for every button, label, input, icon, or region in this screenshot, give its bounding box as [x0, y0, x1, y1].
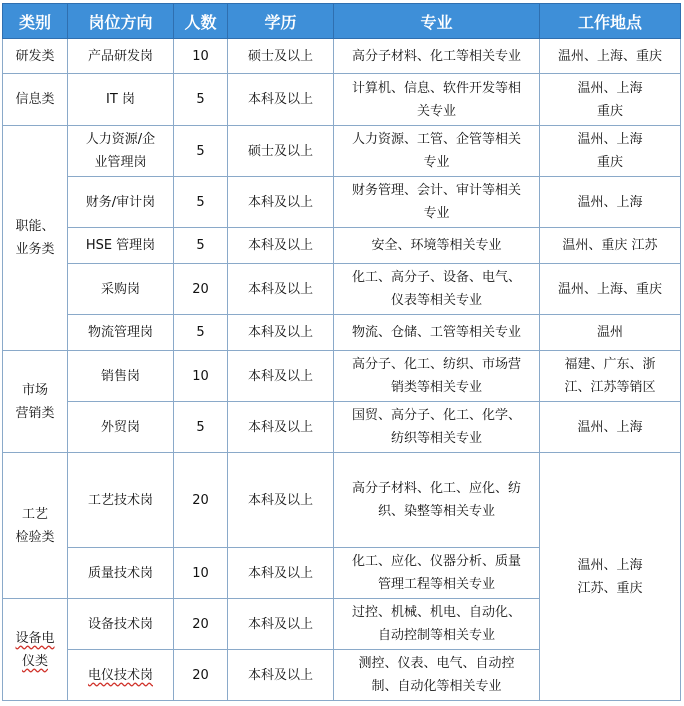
- education-cell: 硕士及以上: [228, 126, 334, 177]
- education-cell: 本科及以上: [228, 599, 334, 650]
- count-cell: 5: [174, 402, 228, 453]
- table-row: [3, 315, 681, 351]
- major-cell: 测控、仪表、电气、自动控 制、自动化等相关专业: [334, 650, 540, 701]
- position-cell: 物流管理岗: [68, 315, 174, 351]
- major-cell: 化工、高分子、设备、电气、 仪表等相关专业: [334, 264, 540, 315]
- table-row: [3, 126, 681, 177]
- education-cell: 本科及以上: [228, 177, 334, 228]
- table-row: [3, 177, 681, 228]
- location-cell: 温州、上海: [540, 402, 681, 453]
- category-cell-equip: 设备电 仪类: [3, 599, 68, 701]
- count-cell: 5: [174, 228, 228, 264]
- count-cell: 20: [174, 453, 228, 548]
- education-cell: 本科及以上: [228, 264, 334, 315]
- major-cell: 计算机、信息、软件开发等相 关专业: [334, 74, 540, 126]
- position-cell: 工艺技术岗: [68, 453, 174, 548]
- position-cell: 外贸岗: [68, 402, 174, 453]
- position-cell: 人力资源/企 业管理岗: [68, 126, 174, 177]
- location-cell: 温州、上海: [540, 177, 681, 228]
- category-cell-func: 职能、 业务类: [3, 126, 68, 351]
- major-cell: 国贸、高分子、化工、化学、 纺织等相关专业: [334, 402, 540, 453]
- position-cell: 财务/审计岗: [68, 177, 174, 228]
- major-cell: 安全、环境等相关专业: [334, 228, 540, 264]
- table-row: [3, 74, 681, 126]
- major-cell: 财务管理、会计、审计等相关 专业: [334, 177, 540, 228]
- count-cell: 10: [174, 351, 228, 402]
- location-cell: 温州、上海、重庆: [540, 39, 681, 74]
- education-cell: 本科及以上: [228, 228, 334, 264]
- category-cell-rd: 研发类: [3, 39, 68, 74]
- major-cell: 高分子材料、化工等相关专业: [334, 39, 540, 74]
- major-cell: 高分子材料、化工、应化、纺 织、染整等相关专业: [334, 453, 540, 548]
- position-cell: 质量技术岗: [68, 548, 174, 599]
- header-major: 专业: [334, 4, 540, 39]
- count-cell: 20: [174, 650, 228, 701]
- header-location: 工作地点: [540, 4, 681, 39]
- location-cell: 温州、上海、重庆: [540, 264, 681, 315]
- position-cell: 产品研发岗: [68, 39, 174, 74]
- education-cell: 本科及以上: [228, 548, 334, 599]
- position-cell: 设备技术岗: [68, 599, 174, 650]
- major-cell: 高分子、化工、纺织、市场营 销类等相关专业: [334, 351, 540, 402]
- count-cell: 20: [174, 599, 228, 650]
- major-cell: 物流、仓储、工管等相关专业: [334, 315, 540, 351]
- count-cell: 10: [174, 39, 228, 74]
- education-cell: 本科及以上: [228, 74, 334, 126]
- position-cell: 采购岗: [68, 264, 174, 315]
- location-cell: 温州: [540, 315, 681, 351]
- recruitment-table: [2, 3, 681, 701]
- header-count: 人数: [174, 4, 228, 39]
- location-cell-merged: 温州、上海 江苏、重庆: [540, 453, 681, 701]
- education-cell: 本科及以上: [228, 351, 334, 402]
- education-cell: 本科及以上: [228, 650, 334, 701]
- education-cell: 硕士及以上: [228, 39, 334, 74]
- education-cell: 本科及以上: [228, 453, 334, 548]
- count-cell: 5: [174, 315, 228, 351]
- count-cell: 10: [174, 548, 228, 599]
- position-cell: HSE 管理岗: [68, 228, 174, 264]
- location-cell: 温州、上海 重庆: [540, 74, 681, 126]
- count-cell: 5: [174, 177, 228, 228]
- table-row: [3, 264, 681, 315]
- major-cell: 过控、机械、机电、自动化、 自动控制等相关专业: [334, 599, 540, 650]
- table-row: [3, 39, 681, 74]
- position-cell: 销售岗: [68, 351, 174, 402]
- location-cell: 温州、上海 重庆: [540, 126, 681, 177]
- table-header-row: [3, 4, 681, 39]
- education-cell: 本科及以上: [228, 402, 334, 453]
- table-row: [3, 402, 681, 453]
- header-category: 类别: [3, 4, 68, 39]
- location-cell: 福建、广东、浙 江、江苏等销区: [540, 351, 681, 402]
- count-cell: 5: [174, 126, 228, 177]
- major-cell: 化工、应化、仪器分析、质量 管理工程等相关专业: [334, 548, 540, 599]
- table-row: [3, 453, 681, 548]
- position-cell: 电仪技术岗: [68, 650, 174, 701]
- location-cell: 温州、重庆 江苏: [540, 228, 681, 264]
- header-education: 学历: [228, 4, 334, 39]
- major-cell: 人力资源、工管、企管等相关 专业: [334, 126, 540, 177]
- table-row: [3, 228, 681, 264]
- category-cell-craft: 工艺 检验类: [3, 453, 68, 599]
- education-cell: 本科及以上: [228, 315, 334, 351]
- category-cell-info: 信息类: [3, 74, 68, 126]
- count-cell: 20: [174, 264, 228, 315]
- category-cell-mkt: 市场 营销类: [3, 351, 68, 453]
- count-cell: 5: [174, 74, 228, 126]
- table-row: [3, 351, 681, 402]
- position-cell: IT 岗: [68, 74, 174, 126]
- header-position: 岗位方向: [68, 4, 174, 39]
